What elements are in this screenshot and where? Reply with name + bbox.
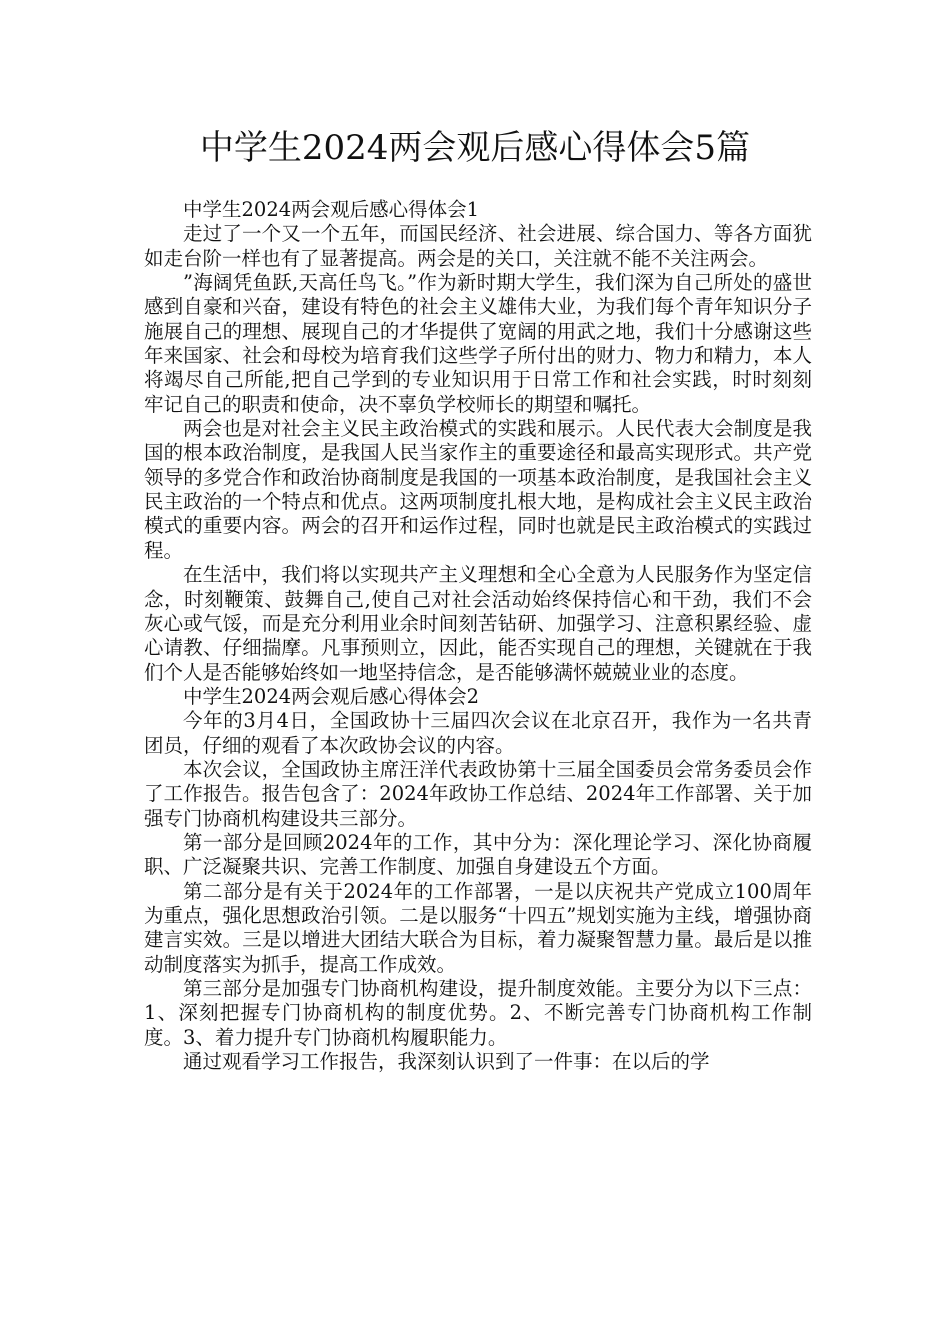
paragraph: 第一部分是回顾2024年的工作，其中分为：深化理论学习、深化协商履职、广泛凝聚共识、完善工作制度、加强自身建设五个方面。 — [144, 830, 812, 879]
paragraph: 通过观看学习工作报告，我深刻认识到了一件事：在以后的学 — [183, 1050, 710, 1074]
paragraph: ”海阔凭鱼跃,天高任鸟飞。”作为新时期大学生，我们深为自己所处的盛世感到自豪和兴奋，建设有特色的社会主义雄伟大业，为我们每个青年知识分子施展自己的理想、展现自己的才华提供了宽阔的用武之地，我们十分感谢这些年来国家、社会和母校为培育我们这些学子所付出的财力、物力和精力，本人将竭尽自己所能,把自己学到的专业知识用于日常工作和社会实践，时时刻刻牢记自己的职责和使命，决不辜负学校师长的期望和嘱托。 — [144, 271, 812, 416]
paragraph: 今年的3月4日，全国政协十三届四次会议在北京召开，我作为一名共青团员，仔细的观看了本次政协会议的内容。 — [144, 709, 812, 757]
paragraph: 第三部分是加强专门协商机构建设，提升制度效能。主要分为以下三点：1、深刻把握专门协商机构的制度优势。2、不断完善专门协商机构工作制度。3、着力提升专门协商机构履职能力。 — [144, 977, 812, 1049]
document-title: 中学生2024两会观后感心得体会5篇 — [199, 128, 751, 168]
paragraph: 走过了一个又一个五年，而国民经济、社会进展、综合国力、等各方面犹如走台阶一样也有了显著提高。两会是的关口，关注就不能不关注两会。 — [144, 222, 812, 270]
paragraph: 两会也是对社会主义民主政治模式的实践和展示。人民代表大会制度是我国的根本政治制度，是我国人民当家作主的重要途径和最高实现形式。共产党领导的多党合作和政治协商制度是我国的一项基本政治制度，是我国社会主义民主政治的一个特点和优点。这两项制度扎根大地，是构成社会主义民主政治模式的重要内容。两会的召开和运作过程，同时也就是民主政治模式的实践过程。 — [144, 417, 812, 562]
document-body — [144, 198, 812, 1074]
section-heading-2: 中学生2024两会观后感心得体会2 — [183, 684, 480, 708]
paragraph: 第二部分是有关于2024年的工作部署，一是以庆祝共产党成立100周年为重点，强化思想政治引领。二是以服务“十四五”规划实施为主线，增强协商建言实效。三是以增进大团结大联合为目标，着力凝聚智慧力量。最后是以推动制度落实为抓手，提高工作成效。 — [144, 879, 812, 976]
section-heading-1: 中学生2024两会观后感心得体会1 — [183, 198, 480, 221]
paragraph: 在生活中，我们将以实现共产主义理想和全心全意为人民服务作为坚定信念，时刻鞭策、鼓舞自己,使自己对社会活动始终保持信心和干劲，我们不会灰心或气馁，而是充分利用业余时间刻苦钻研、加强学习、注意积累经验、虚心请教、仔细揣摩。凡事预则立，因此，能否实现自己的理想，关键就在于我们个人是否能够始终如一地坚持信念，是否能够满怀兢兢业业的态度。 — [144, 563, 812, 684]
paragraph: 本次会议，全国政协主席汪洋代表政协第十三届全国委员会常务委员会作了工作报告。报告包含了：2024年政协工作总结、2024年工作部署、关于加强专门协商机构建设共三部分。 — [144, 757, 812, 830]
